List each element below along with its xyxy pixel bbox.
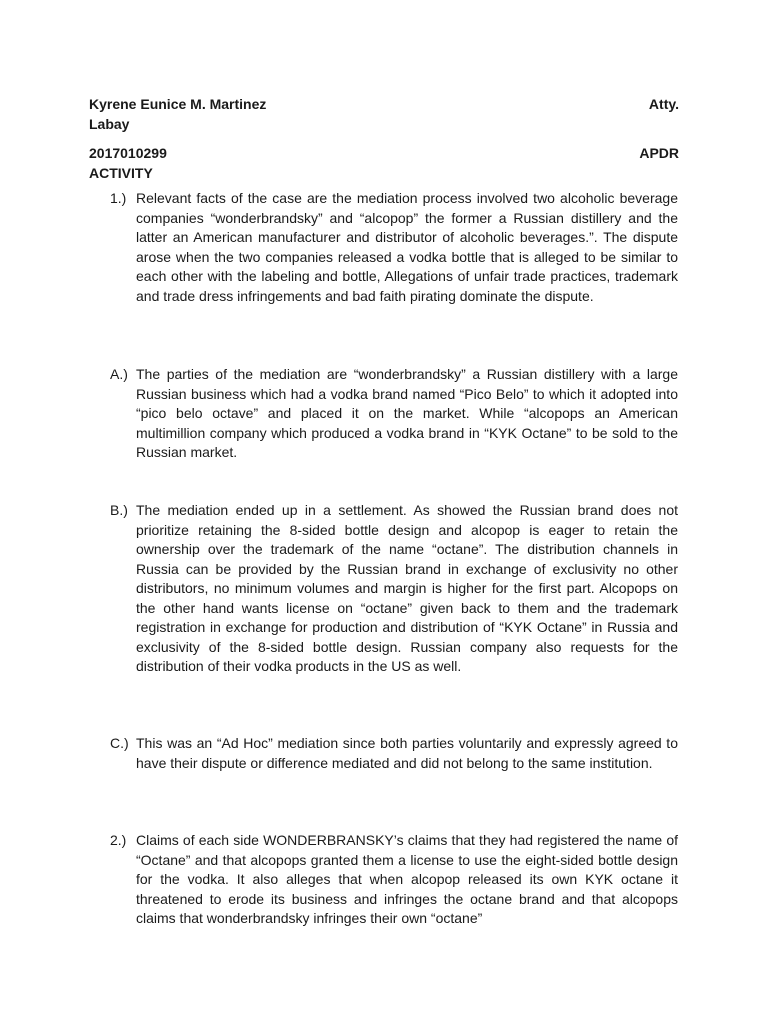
question-c xyxy=(110,734,678,773)
course-code: APDR xyxy=(639,145,679,161)
question-a xyxy=(110,365,678,463)
activity-label: ACTIVITY xyxy=(89,165,153,181)
item-text: This was an “Ad Hoc” mediation since both parties voluntarily and expressly agreed to have their dispute or difference mediated and did not belong to the same institution. xyxy=(136,735,678,771)
course-header xyxy=(89,143,679,183)
author-header xyxy=(89,94,679,134)
author-name: Kyrene Eunice M. Martinez xyxy=(89,96,267,112)
attorney-title: Atty. xyxy=(648,96,679,112)
item-marker: 1.) xyxy=(110,190,127,206)
attorney-name: Labay xyxy=(89,116,130,132)
question-b xyxy=(110,501,678,677)
item-text: Relevant facts of the case are the mediation process involved two alcoholic beverage companies “wonderbrandsky” and “alcopop” the former a Russian distillery and the latter an American manufacturer and distributor of alcoholic beverages.”. The dispute arose when the two companies released a vodka bottle that is alleged to be similar to each other with the labeling and bottle, Allegations of unfair trade practices, trademark and trade dress infringements and bad faith pirating dominate the dispute. xyxy=(136,190,678,304)
question-2 xyxy=(110,831,678,929)
item-marker: A.) xyxy=(110,366,128,382)
item-marker: 2.) xyxy=(110,832,127,848)
item-text: The mediation ended up in a settlement. As showed the Russian brand does not prioritize retaining the 8-sided bottle design and alcopop is eager to retain the ownership over the trademark of the name “octane”. The distribution channels in Russia can be provided by the Russian brand in exchange of exclusivity no other distributors, no minimum volumes and margin is higher for the first part. Alcopops on the other hand wants license on “octane” given back to them and the trademark registration in exchange for production and distribution of “KYK Octane” in Russia and exclusivity of the 8-sided bottle design. Russian company also requests for the distribution of their vodka products in the US as well. xyxy=(136,502,678,674)
item-marker: B.) xyxy=(110,502,128,518)
question-1 xyxy=(110,189,678,306)
item-marker: C.) xyxy=(110,735,129,751)
item-text: Claims of each side WONDERBRANSKY’s claims that they had registered the name of “Octane” and that alcopops granted them a license to use the eight-sided bottle design for the vodka. It also alleges that when alcopop released its own KYK octane it threatened to erode its business and infringes the octane brand and that alcopops claims that wonderbrandsky infringes their own “octane” xyxy=(136,832,678,926)
item-text: The parties of the mediation are “wonderbrandsky” a Russian distillery with a large Russian business which had a vodka brand named “Pico Belo” to which it adopted into “pico belo octave” and placed it on the market. While “alcopops an American multimillion company which produced a vodka brand in “KYK Octane” to be sold to the Russian market. xyxy=(136,366,678,460)
student-id: 2017010299 xyxy=(89,145,167,161)
